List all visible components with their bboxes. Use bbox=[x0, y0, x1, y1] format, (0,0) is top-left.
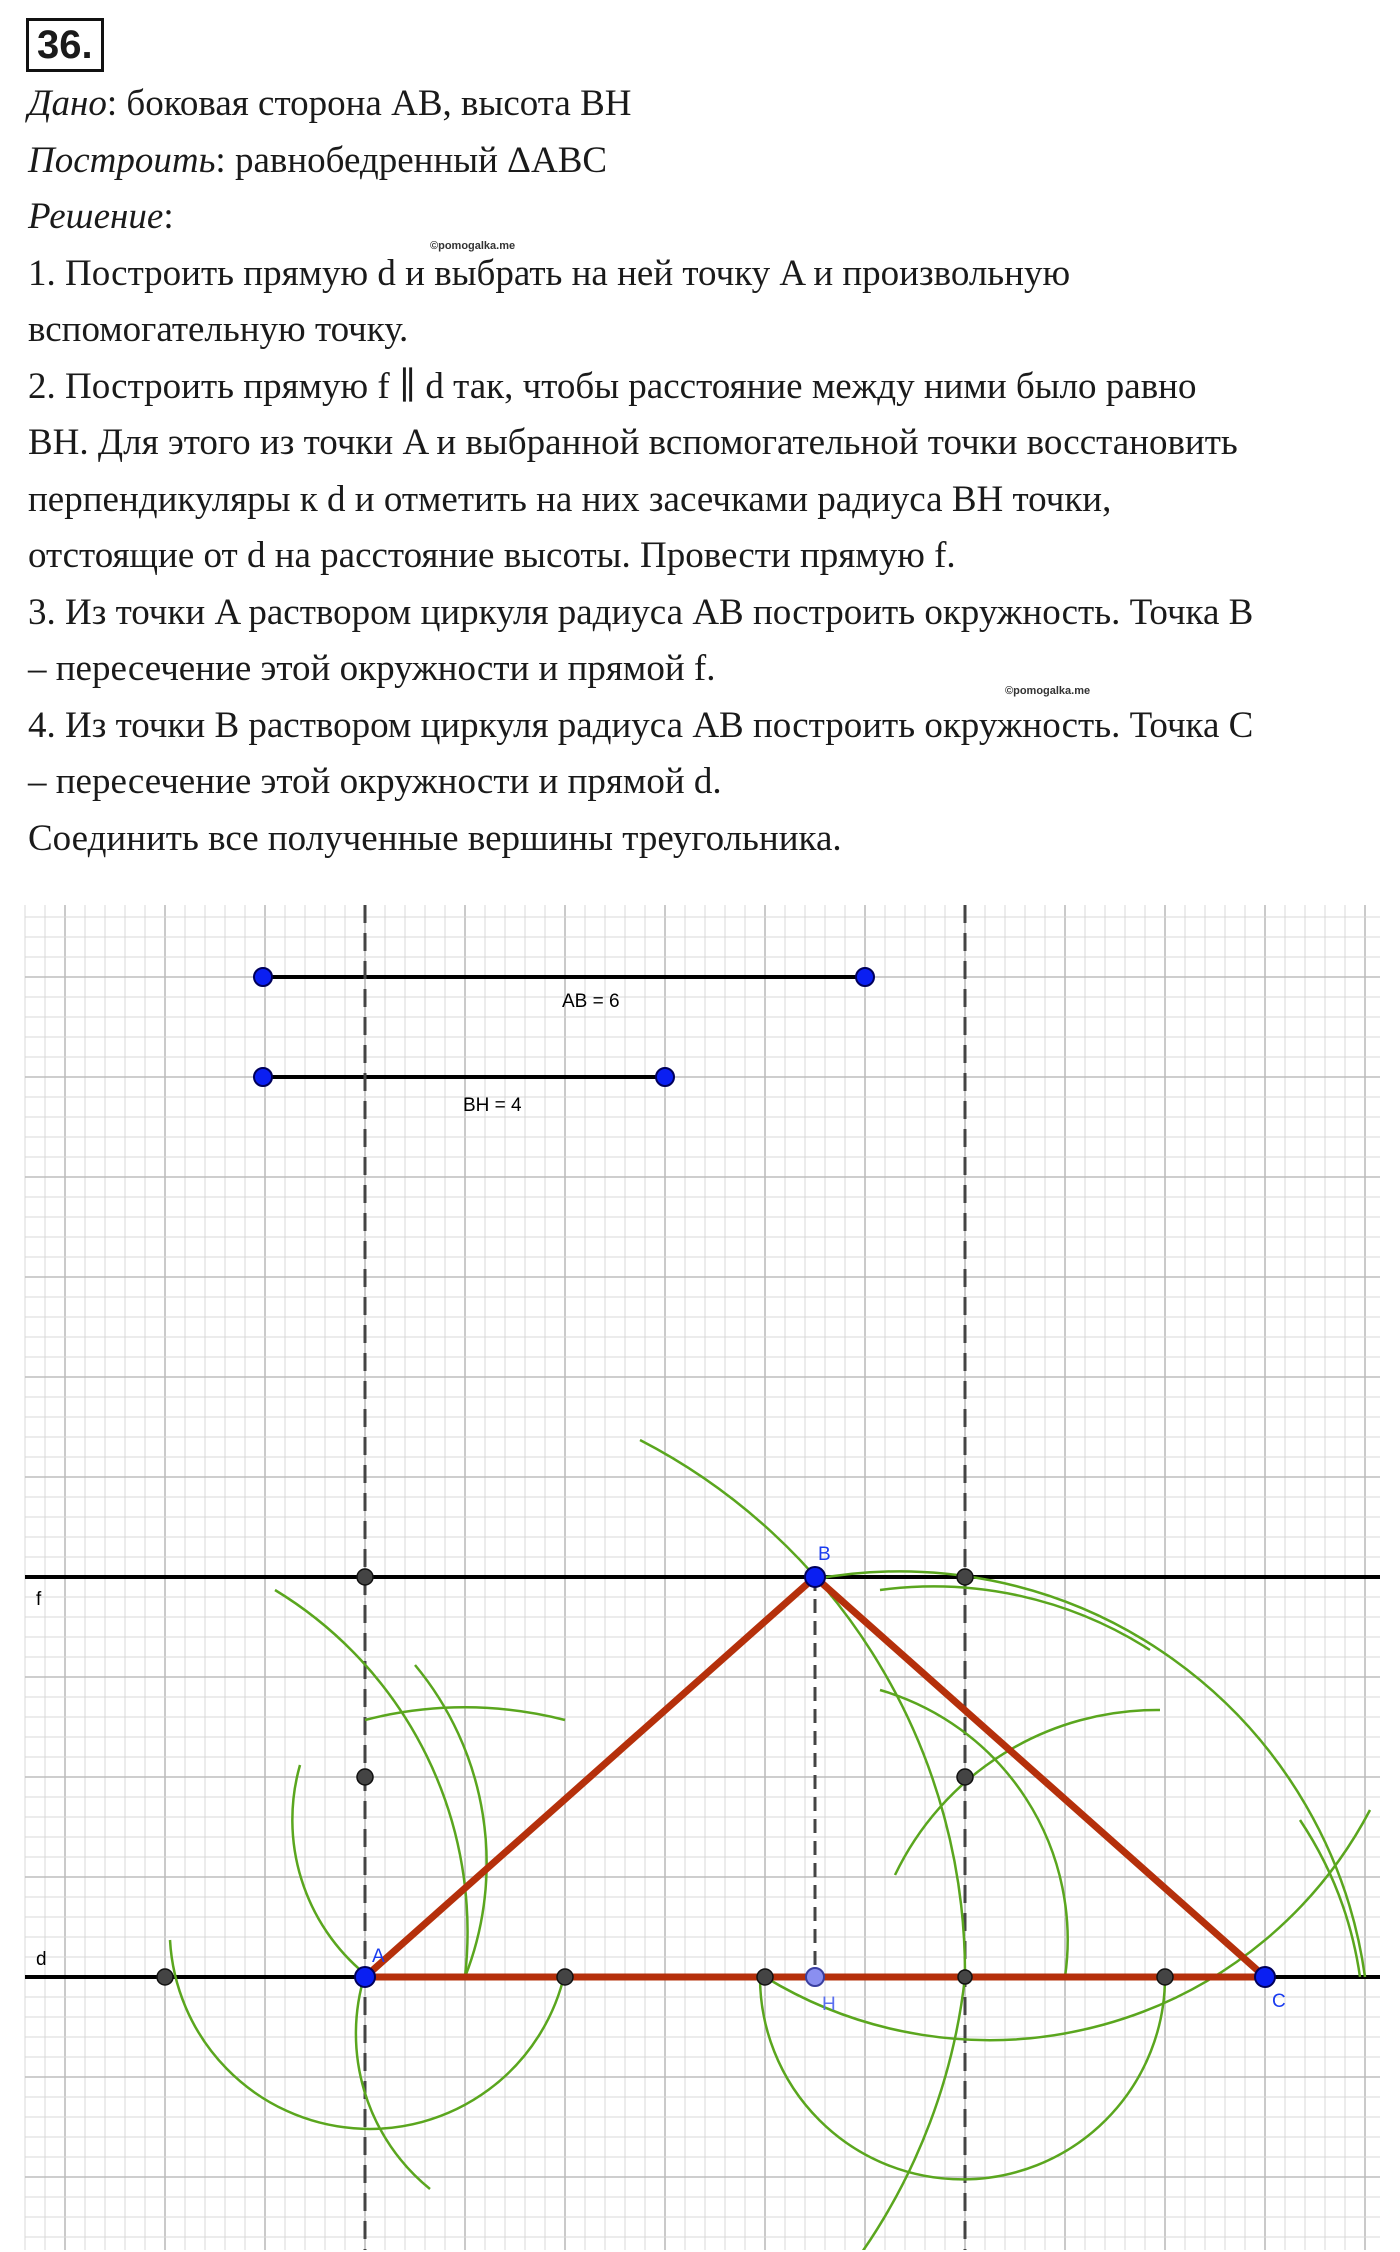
arc-notch-helper-right bbox=[880, 1690, 1068, 1977]
helper-point bbox=[357, 1769, 373, 1785]
helper-point bbox=[958, 1970, 972, 1984]
point-h-label: H bbox=[822, 1994, 836, 2015]
helper-point bbox=[957, 1769, 973, 1785]
segment-ab-start-point bbox=[254, 968, 272, 986]
solution-label: Решение bbox=[28, 196, 164, 237]
point-c-label: C bbox=[1272, 1991, 1286, 2012]
point-c bbox=[1255, 1967, 1275, 1987]
solution-line bbox=[28, 189, 1388, 246]
segment-bh-start-point bbox=[254, 1068, 272, 1086]
segment-ab-end-point bbox=[856, 968, 874, 986]
helper-point bbox=[157, 1969, 173, 1985]
arc-circle-helper-top bbox=[880, 1586, 1150, 1650]
solution-step-line: – пересечение этой окружности и прямой d. bbox=[28, 761, 722, 802]
solution-step-line: вспомогательную точку. bbox=[28, 309, 409, 350]
solution-step-line: – пересечение этой окружности и прямой f. bbox=[28, 648, 716, 689]
solution-step-line: перпендикуляры к d и отметить на них засечками радиуса BH точки, bbox=[28, 478, 1112, 520]
solution-step-line: Соединить все полученные вершины треугольника. bbox=[28, 817, 842, 859]
point-h bbox=[806, 1968, 824, 1986]
construction-diagram bbox=[0, 880, 1400, 2250]
helper-point bbox=[957, 1569, 973, 1585]
construction-arcs bbox=[170, 1440, 1370, 2250]
construct-label: Построить bbox=[28, 139, 216, 181]
helper-point bbox=[557, 1969, 573, 1985]
watermark: ©pomogalka.me bbox=[430, 240, 516, 252]
segment-bh-label: BH = 4 bbox=[463, 1095, 522, 1116]
given-text: : боковая сторона AB, высота BH bbox=[106, 83, 632, 124]
segment-ab-label: AB = 6 bbox=[562, 991, 620, 1012]
problem-text bbox=[28, 18, 1388, 867]
given-label: Дано bbox=[28, 83, 107, 124]
problem-number: 36. bbox=[26, 18, 104, 72]
helper-point bbox=[357, 1569, 373, 1585]
helper-point bbox=[1157, 1969, 1173, 1985]
solution-step-line: отстоящие от d на расстояние высоты. Провести прямую f. bbox=[28, 535, 956, 576]
arc-circle-a-radius-ab bbox=[640, 1440, 965, 2250]
line-d-label: d bbox=[36, 1949, 47, 1970]
point-a bbox=[355, 1967, 375, 1987]
solution-colon: : bbox=[163, 196, 174, 237]
point-b-label: B bbox=[818, 1544, 831, 1565]
point-b bbox=[805, 1567, 825, 1587]
arc-circle-helper-radius-bh-lower bbox=[760, 1977, 1165, 2179]
watermark: ©pomogalka.me bbox=[1005, 685, 1091, 697]
arc-circle-b-right bbox=[810, 1571, 1365, 1977]
helper-point bbox=[757, 1969, 773, 1985]
construct-line bbox=[28, 133, 1388, 190]
solution-step-line: 1. Построить прямую d и выбрать на ней точку A и произвольную bbox=[28, 252, 1071, 294]
given-line bbox=[28, 76, 1388, 133]
construct-text: : равнобедренный ΔABC bbox=[215, 139, 608, 181]
solution-step-line: 2. Построить прямую f ∥ d так, чтобы расстояние между ними было равно bbox=[28, 365, 1197, 407]
point-a-label: A bbox=[372, 1946, 385, 1967]
solution-step-line: 4. Из точки B раствором циркуля радиуса AB построить окружность. Точка C bbox=[28, 704, 1254, 746]
segment-bh-end-point bbox=[656, 1068, 674, 1086]
arc-circle-a-radius-bh-top bbox=[275, 1590, 468, 1977]
solution-step-line: 3. Из точки A раствором циркуля радиуса AB построить окружность. Точка B bbox=[28, 591, 1254, 633]
line-f-label: f bbox=[36, 1589, 42, 1610]
solution-step-line: BH. Для этого из точки A и выбранной вспомогательной точки восстановить bbox=[28, 422, 1238, 463]
